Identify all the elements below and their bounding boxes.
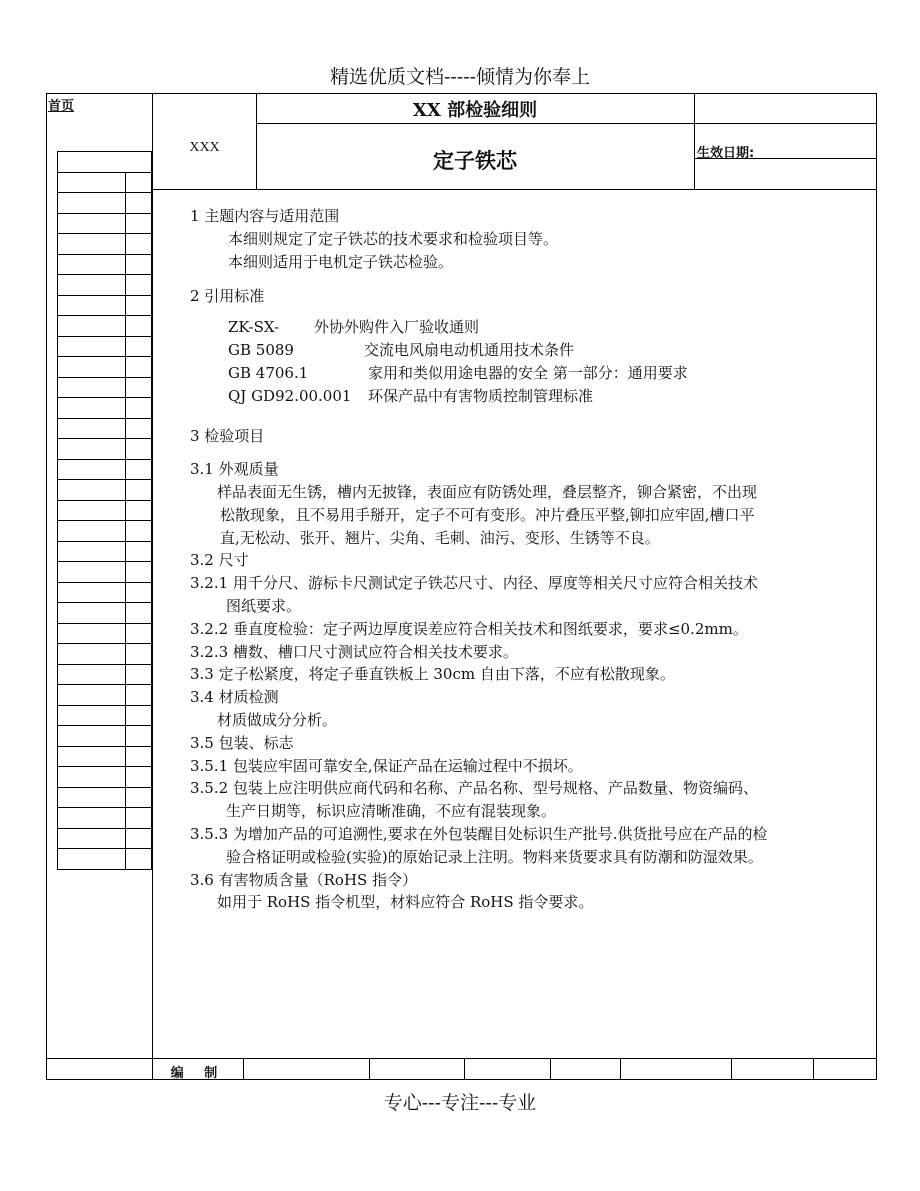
paragraph-line: 样品表面无生锈，槽内无披锋，表面应有防锈处理，叠层整齐，铆合紧密，不出现	[217, 482, 758, 501]
side-table-cell	[126, 480, 152, 501]
paragraph-line: 本细则规定了定子铁芯的技术要求和检验项目等。	[228, 229, 559, 248]
reference-code: GB 5089	[228, 340, 294, 359]
side-table-cell	[58, 500, 126, 521]
side-table-cell	[58, 603, 126, 624]
side-table-row	[58, 316, 152, 337]
side-table-cell	[58, 480, 126, 501]
side-table-row	[58, 234, 152, 255]
paragraph-line: 3.5.1 包装应牢固可靠安全,保证产品在运输过程中不损坏。	[190, 756, 583, 775]
side-table-cell	[126, 275, 152, 296]
side-table-cell	[126, 787, 152, 808]
side-table-cell	[126, 685, 152, 706]
side-table-cell	[126, 767, 152, 788]
side-table-row	[58, 336, 152, 357]
side-table-cell	[58, 582, 126, 603]
side-table-cell	[58, 787, 126, 808]
section-heading: 2 引用标准	[190, 287, 265, 306]
side-table-cell	[58, 808, 126, 829]
revision-side-table	[57, 151, 152, 870]
divider	[152, 93, 153, 1080]
side-table-cell	[126, 705, 152, 726]
side-table-cell	[58, 254, 126, 275]
side-table-cell	[126, 644, 152, 665]
side-table-cell	[58, 418, 126, 439]
reference-item	[190, 385, 875, 408]
side-table-cell	[126, 398, 152, 419]
subsection-heading: 3.4 材质检测	[190, 688, 279, 707]
side-table-row	[58, 541, 152, 562]
side-table-cell	[126, 377, 152, 398]
reference-item	[190, 339, 875, 362]
divider	[731, 1058, 732, 1080]
side-table-row	[58, 439, 152, 460]
paragraph-line: 松散现象，且不易用手掰开，定子不可有变形。冲片叠压平整,铆扣应牢固,槽口平	[220, 505, 755, 524]
divider	[46, 1058, 877, 1059]
side-table-cell	[126, 459, 152, 480]
side-table-row	[58, 787, 152, 808]
side-table-cell	[58, 767, 126, 788]
reference-title: 交流电风扇电动机通用技术条件	[364, 340, 575, 359]
side-table-cell	[58, 521, 126, 542]
side-table-cell	[126, 664, 152, 685]
side-table-row	[58, 767, 152, 788]
side-table-cell	[126, 541, 152, 562]
side-table-cell	[126, 234, 152, 255]
side-table-row	[58, 152, 152, 173]
subsection-heading: 3.2 尺寸	[190, 551, 249, 570]
side-table-cell	[126, 746, 152, 767]
side-table-cell	[58, 726, 126, 747]
side-table-row	[58, 705, 152, 726]
side-table-cell	[58, 152, 152, 173]
document-body	[190, 205, 875, 914]
side-table-row	[58, 849, 152, 870]
divider	[550, 1058, 551, 1080]
compiled-by-label: 编 制	[170, 1066, 226, 1081]
side-table-row	[58, 521, 152, 542]
side-table-cell	[58, 193, 126, 214]
side-table-cell	[126, 603, 152, 624]
subsection-heading: 3.6 有害物质含量（RoHS 指令）	[190, 870, 418, 889]
reference-code: GB 4706.1	[228, 363, 309, 382]
side-table-cell	[58, 644, 126, 665]
reference-title: 环保产品中有害物质控制管理标准	[368, 386, 594, 405]
side-table-row	[58, 254, 152, 275]
side-table-cell	[58, 275, 126, 296]
side-table-cell	[58, 459, 126, 480]
side-table-cell	[126, 254, 152, 275]
side-table-cell	[58, 562, 126, 583]
reference-code: ZK-SX-	[228, 318, 280, 337]
side-table-row	[58, 459, 152, 480]
side-table-cell	[126, 193, 152, 214]
section-heading: 3 检验项目	[190, 427, 265, 446]
side-table-cell	[126, 357, 152, 378]
side-table-row	[58, 172, 152, 193]
side-table-cell	[126, 562, 152, 583]
side-table-cell	[126, 849, 152, 870]
divider	[256, 123, 877, 124]
side-table-cell	[58, 377, 126, 398]
divider	[813, 1058, 814, 1080]
side-table-row	[58, 500, 152, 521]
reference-code: QJ GD92.00.001	[228, 386, 352, 405]
side-table-cell	[126, 316, 152, 337]
side-table-cell	[126, 808, 152, 829]
divider	[243, 1058, 244, 1080]
side-table-cell	[58, 849, 126, 870]
side-table-cell	[126, 500, 152, 521]
side-table-row	[58, 685, 152, 706]
side-table-row	[58, 664, 152, 685]
side-table-row	[58, 295, 152, 316]
side-table-cell	[58, 439, 126, 460]
first-page-label: 首页	[48, 99, 75, 114]
reference-title: 家用和类似用途电器的安全 第一部分：通用要求	[368, 363, 688, 382]
side-table-cell	[126, 295, 152, 316]
side-table-cell	[126, 418, 152, 439]
paragraph-line: 3.2.1 用千分尺、游标卡尺测试定子铁芯尺寸、内径、厚度等相关尺寸应符合相关技术	[190, 574, 758, 593]
paragraph-line: 3.5.2 包装上应注明供应商代码和名称、产品名称、型号规格、产品数量、物资编码、	[190, 779, 758, 798]
side-table-cell	[58, 172, 126, 193]
side-table-cell	[58, 746, 126, 767]
side-table-cell	[58, 316, 126, 337]
paragraph-line: 直,无松动、张开、翘片、尖角、毛刺、油污、变形、生锈等不良。	[220, 528, 660, 547]
paragraph-line: 3.2.3 槽数、槽口尺寸测试应符合相关技术要求。	[190, 642, 518, 661]
side-table-cell	[126, 623, 152, 644]
side-table-cell	[58, 295, 126, 316]
side-table-cell	[58, 234, 126, 255]
side-table-row	[58, 398, 152, 419]
side-table-cell	[58, 357, 126, 378]
page-footer: 专心---专注---专业	[383, 1092, 537, 1114]
reference-title: 外协外购件入厂验收通则	[314, 318, 480, 337]
page-header: 精选优质文档-----倾情为你奉上	[329, 66, 591, 88]
side-table-cell	[58, 336, 126, 357]
side-table-row	[58, 726, 152, 747]
reference-item	[190, 362, 875, 385]
side-table-cell	[126, 521, 152, 542]
side-table-row	[58, 480, 152, 501]
paragraph-line: 材质做成分分析。	[217, 710, 338, 729]
side-table-cell	[126, 582, 152, 603]
section-heading: 1 主题内容与适用范围	[190, 207, 340, 225]
paragraph-line: 3.3 定子松紧度，将定子垂直铁板上 30cm 自由下落，不应有松散现象。	[190, 665, 675, 684]
paragraph-line: 图纸要求。	[226, 596, 302, 615]
side-table-cell	[126, 828, 152, 849]
doc-title: XX 部检验细则	[412, 100, 538, 121]
paragraph-line: 验合格证明或检验(实验)的原始记录上注明。物料来货要求具有防潮和防湿效果。	[226, 847, 763, 866]
side-table-row	[58, 582, 152, 603]
side-table-cell	[58, 705, 126, 726]
side-table-row	[58, 623, 152, 644]
paragraph-line: 3.5.3 为增加产品的可追溯性,要求在外包装醒目处标识生产批号.供货批号应在产品的检	[190, 824, 768, 843]
side-table-cell	[126, 213, 152, 234]
side-table-row	[58, 213, 152, 234]
side-table-cell	[58, 623, 126, 644]
side-table-cell	[58, 828, 126, 849]
side-table-row	[58, 193, 152, 214]
divider	[152, 189, 877, 190]
side-table-cell	[58, 685, 126, 706]
side-table-cell	[58, 213, 126, 234]
divider	[620, 1058, 621, 1080]
paragraph-line: 本细则适用于电机定子铁芯检验。	[228, 252, 454, 271]
side-table-cell	[58, 398, 126, 419]
divider	[369, 1058, 370, 1080]
side-table-cell	[126, 336, 152, 357]
side-table-cell	[126, 726, 152, 747]
subsection-heading: 3.1 外观质量	[190, 460, 279, 479]
divider	[694, 93, 695, 189]
company-name: XXX	[189, 140, 220, 155]
side-table-row	[58, 828, 152, 849]
side-table-row	[58, 746, 152, 767]
side-table-row	[58, 562, 152, 583]
side-table-cell	[58, 664, 126, 685]
side-table-row	[58, 808, 152, 829]
side-table-cell	[126, 172, 152, 193]
side-table-row	[58, 603, 152, 624]
divider	[464, 1058, 465, 1080]
side-table-cell	[58, 541, 126, 562]
side-table-row	[58, 644, 152, 665]
side-table-cell	[126, 439, 152, 460]
effective-date-label: 生效日期:	[697, 146, 755, 161]
side-table-row	[58, 357, 152, 378]
doc-subject: 定子铁芯	[433, 148, 517, 173]
paragraph-line: 生产日期等，标识应清晰准确，不应有混装现象。	[226, 802, 557, 821]
reference-item	[190, 316, 875, 339]
side-table-row	[58, 418, 152, 439]
paragraph-line: 如用于 RoHS 指令机型，材料应符合 RoHS 指令要求。	[217, 893, 594, 912]
paragraph-line: 3.2.2 垂直度检验：定子两边厚度误差应符合相关技术和图纸要求，要求≤0.2mm。	[190, 619, 748, 638]
subsection-heading: 3.5 包装、标志	[190, 733, 294, 752]
side-table-row	[58, 275, 152, 296]
side-table-row	[58, 377, 152, 398]
